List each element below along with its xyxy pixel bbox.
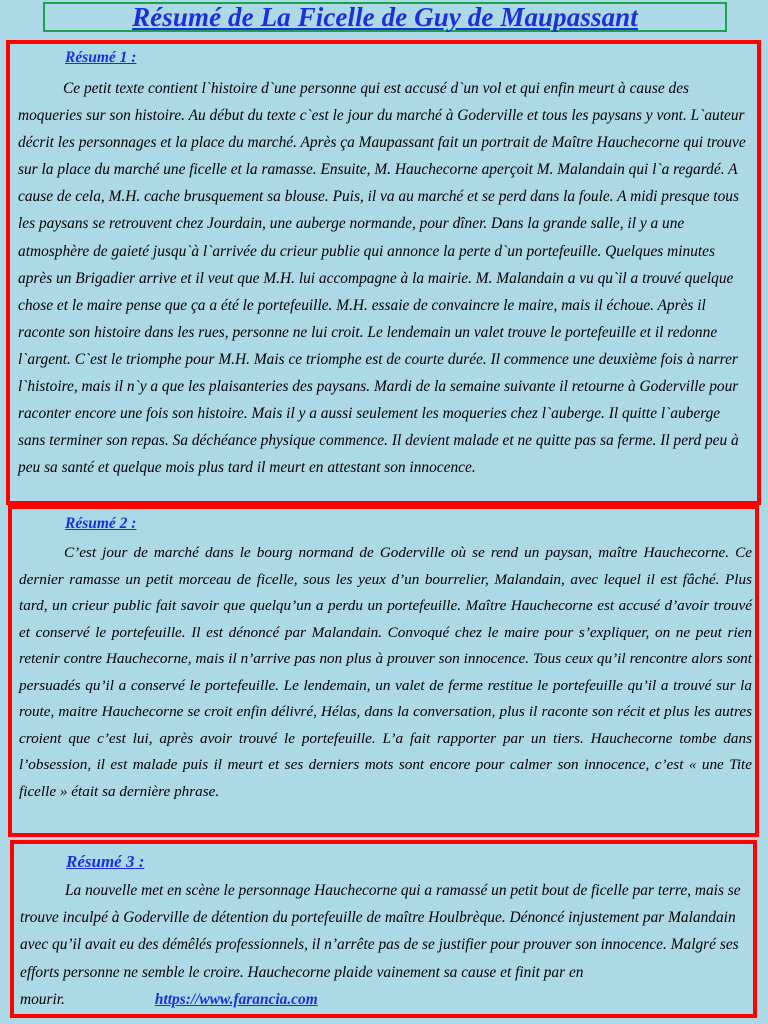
summary-text-2: C’est jour de marché dans le bourg normand de Goderville où se rend un paysan, maître Hauchecorne. Ce dernier ramasse un petit morceau de ficelle, sous les yeux d’un bourrelier, Malandain, avec lequel il est fâché. Plus tard, un crieur public fait savoir que quelqu’un a perdu un portefeuille. Maître Hauchecorne est accusé d’avoir trouvé et conservé le portefeuille. Il est dénoncé par Malandain. Convoqué chez le maire pour s’expliquer, on ne peut rien retenir contre Hauchecorne, mais il n’arrive pas non plus à prouver son innocence. Tous ceux qu’il rencontre alors sont persuadés qu’il a conservé le portefeuille. Le lendemain, un valet de ferme restitue le portefeuille qu’il a trouvé sur la route, maitre Hauchecorne se croit enfin délivré, Hélas, dans la conversation, plus il raconte son récit et plus les autres croient que c’est lui, après avoir trouvé le portefeuille. L’a fait rapporter par un tiers. Hauchecorne tombe dans l’obsession, il est malade puis il meurt et ses derniers mots sont encore pour calmer son innocence, c’est « une Tite ficelle » était sa dernière phrase. bbox=[19, 544, 752, 800]
summary-heading-3: Résumé 3 : bbox=[66, 852, 145, 871]
summary-heading-1: Résumé 1 : bbox=[65, 49, 137, 66]
summary-text-3: La nouvelle met en scène le personnage Hauchecorne qui a ramassé un petit bout de ficelle par terre, mais se trouve inculpé à Goderville de détention du portefeuille de maître Houlbrèque. Dénoncé injustement par Malandain avec qu’il avait eu des démêlés professionnels, il n’arrête pas de se justifier pour prouver son innocence. Malgré ses efforts personne ne semble le croire. Hauchecorne plaide vainement sa cause et finit par en mourir. bbox=[20, 882, 741, 1008]
source-link[interactable]: https://www.farancia.com bbox=[154, 990, 318, 1008]
title-box bbox=[43, 2, 727, 32]
summary-heading-2: Résumé 2 : bbox=[65, 515, 137, 532]
summary-text-3-container bbox=[20, 877, 748, 1013]
page-title: Résumé de La Ficelle de Guy de Maupassant bbox=[132, 2, 638, 32]
summary-panel-1 bbox=[6, 40, 761, 505]
summary-panel-2 bbox=[8, 505, 759, 837]
summary-panel-3 bbox=[10, 840, 757, 1018]
summary-text-1: Ce petit texte contient l`histoire d`une personne qui est accusé d`un vol et qui enfin meurt à cause des moqueries sur son histoire. Au début du texte c`est le jour du marché à Goderville et tous les paysans y vont. L`auteur décrit les personnages et la place du marché. Après ça Maupassant fait un portrait de Maître Hauchecorne qui trouve sur la place du marché une ficelle et la ramasse. Ensuite, M. Hauchecorne aperçoit M. Malandain qui l`a regardé. A cause de cela, M.H. cache brusquement sa blouse. Puis, il va au marché et se perd dans la foule. A midi presque tous les paysans se retrouvent chez Jourdain, une auberge normande, pour dîner. Dans la grande salle, il y a une atmosphère de gaieté jusqu`à l`arrivée du crieur publie qui annonce la perte d`un portefeuille. Quelques minutes après un Brigadier arrive et il veut que M.H. lui accompagne à la mairie. M. Malandain a vu qu`il a trouvé quelque chose et le maire pense que ça a été le portefeuille. M.H. essaie de convaincre le maire, mais il échoue. Après il raconte son histoire dans les rues, personne ne lui croit. Le lendemain un valet trouve le portefeuille et il redonne l`argent. C`est le triomphe pour M.H. Mais ce triomphe est de courte durée. Il commence une deuxième fois à narrer l`histoire, mais il n`y a que les plaisanteries des paysans. Mardi de la semaine suivante il retourne à Goderville pour raconter encore une fois son histoire. Mais il y a aussi seulement les moqueries chez l`auberge. Il quitte l`auberge sans terminer son repas. Sa déchéance physique commence. Il devient malade et ne quitte pas sa ferme. Il perd peu à peu sa santé et quelque mois plus tard il meurt en attestant son innocence. bbox=[18, 80, 746, 477]
